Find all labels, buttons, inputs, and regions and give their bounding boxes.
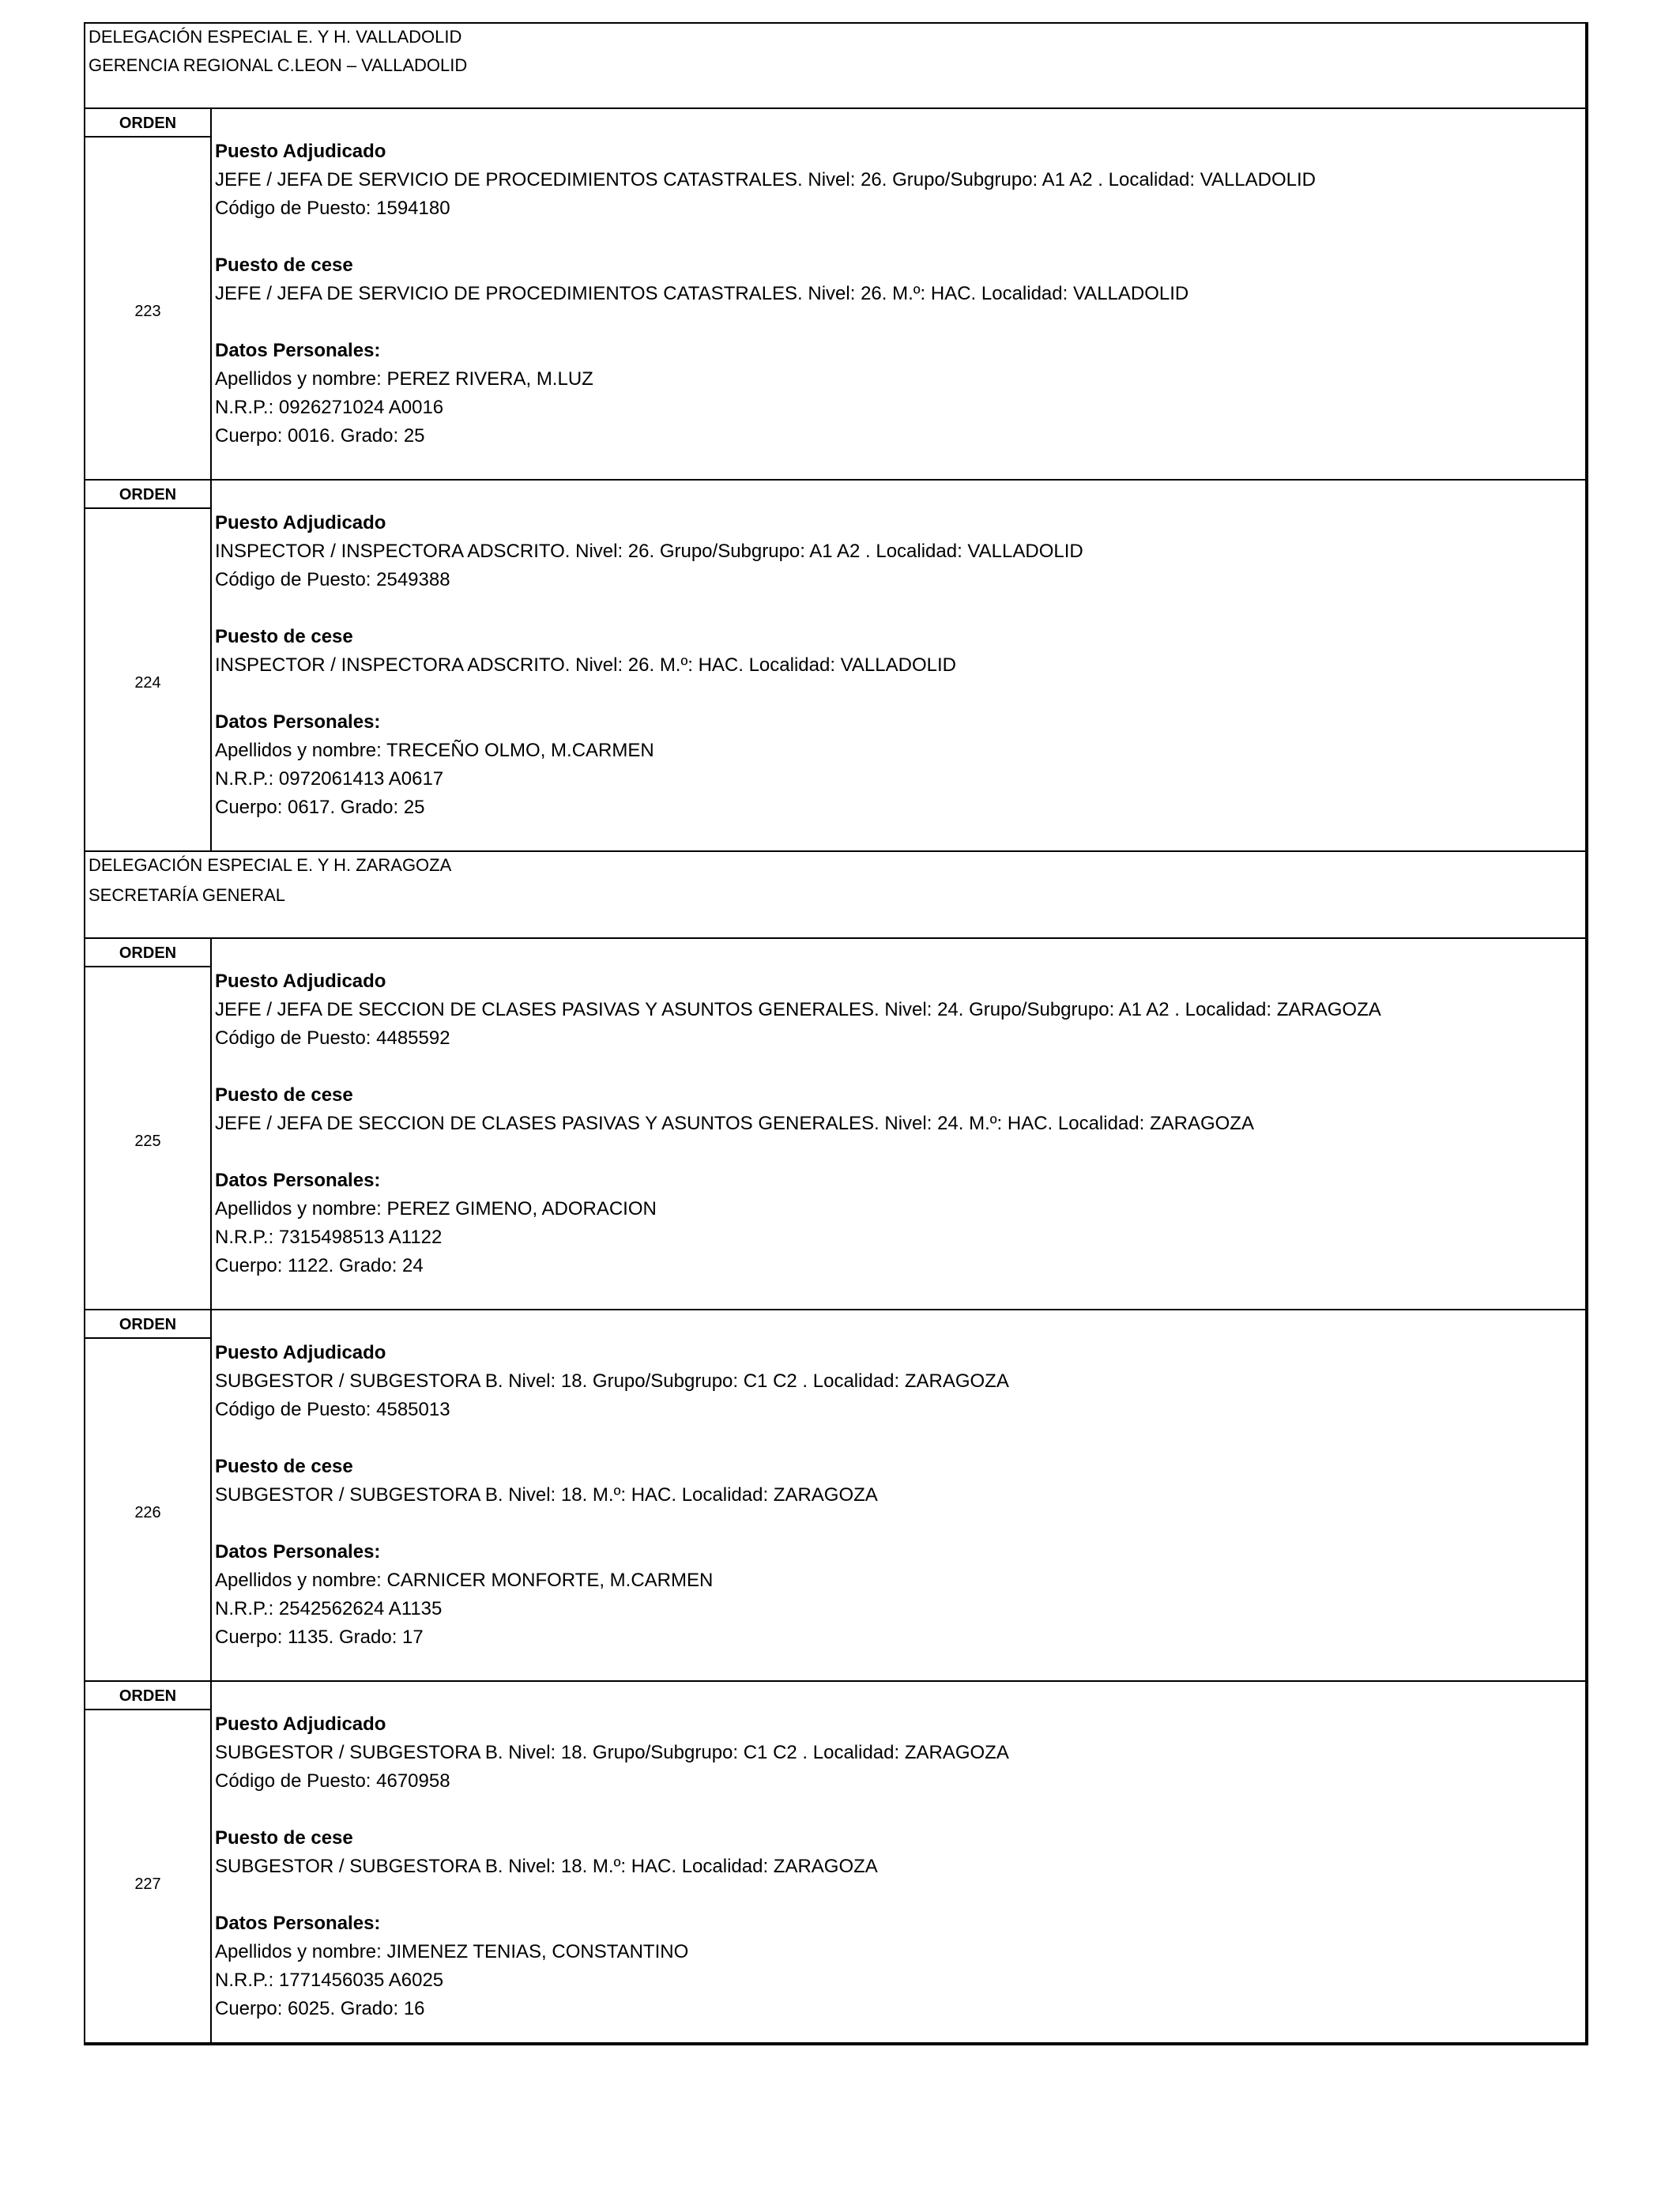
nombre: Apellidos y nombre: PEREZ RIVERA, M.LUZ [215,368,593,390]
adjudicado-description: INSPECTOR / INSPECTORA ADSCRITO. Nivel: 26. Grupo/Subgrupo: A1 A2 . Localidad: VALLADOLID [215,541,1083,562]
cuerpo-grado: Cuerpo: 6025. Grado: 16 [215,1998,425,2019]
nrp: N.R.P.: 7315498513 A1122 [215,1227,443,1248]
nrp: N.R.P.: 0926271024 A0016 [215,397,444,418]
entry-row [85,109,1585,481]
cuerpo-grado: Cuerpo: 0016. Grado: 25 [215,425,425,447]
entry-row [85,1310,1585,1682]
document-table [84,22,1588,2045]
orden-number: 223 [134,303,161,320]
codigo-puesto: Código de Puesto: 4670958 [215,1770,450,1792]
orden-number: 224 [134,674,161,692]
orden-label: ORDEN [85,481,210,509]
orden-column [85,481,212,850]
entry-content [215,138,1579,450]
nombre: Apellidos y nombre: JIMENEZ TENIAS, CONSTANTINO [215,1941,689,1962]
cese-title: Puesto de cese [215,254,353,276]
datos-title: Datos Personales: [215,1170,381,1191]
cese-title: Puesto de cese [215,1827,353,1849]
section-header-line-1: DELEGACIÓN ESPECIAL E. Y H. VALLADOLID [89,27,462,47]
nombre: Apellidos y nombre: TRECEÑO OLMO, M.CARMEN [215,740,654,761]
entry-content [215,509,1579,822]
entry-row [85,939,1585,1310]
adjudicado-title: Puesto Adjudicado [215,512,386,533]
adjudicado-description: SUBGESTOR / SUBGESTORA B. Nivel: 18. Grupo/Subgrupo: C1 C2 . Localidad: ZARAGOZA [215,1370,1009,1392]
entry-row [85,1682,1585,2042]
datos-title: Datos Personales: [215,711,381,733]
cuerpo-grado: Cuerpo: 1135. Grado: 17 [215,1627,424,1648]
nombre: Apellidos y nombre: PEREZ GIMENO, ADORACION [215,1198,657,1220]
adjudicado-description: JEFE / JEFA DE SERVICIO DE PROCEDIMIENTOS CATASTRALES. Nivel: 26. Grupo/Subgrupo: A1 A2 . Localidad: VALLADOLID [215,169,1316,190]
adjudicado-title: Puesto Adjudicado [215,141,386,162]
orden-column [85,1682,212,2042]
nrp: N.R.P.: 0972061413 A0617 [215,768,444,790]
cese-description: JEFE / JEFA DE SERVICIO DE PROCEDIMIENTOS CATASTRALES. Nivel: 26. M.º: HAC. Localidad: VALLADOLID [215,283,1189,304]
orden-label: ORDEN [85,1682,210,1710]
adjudicado-title: Puesto Adjudicado [215,971,386,992]
section-header-zaragoza [85,852,1585,939]
cese-title: Puesto de cese [215,626,353,647]
section-header-valladolid [85,24,1585,109]
codigo-puesto: Código de Puesto: 1594180 [215,198,450,219]
orden-column [85,939,212,1309]
entry-row [85,481,1585,852]
cese-description: SUBGESTOR / SUBGESTORA B. Nivel: 18. M.º: HAC. Localidad: ZARAGOZA [215,1856,878,1877]
cuerpo-grado: Cuerpo: 1122. Grado: 24 [215,1255,424,1276]
codigo-puesto: Código de Puesto: 4485592 [215,1027,450,1049]
cuerpo-grado: Cuerpo: 0617. Grado: 25 [215,797,425,818]
cese-title: Puesto de cese [215,1456,353,1477]
datos-title: Datos Personales: [215,1541,381,1563]
adjudicado-description: SUBGESTOR / SUBGESTORA B. Nivel: 18. Grupo/Subgrupo: C1 C2 . Localidad: ZARAGOZA [215,1742,1009,1763]
orden-column [85,1310,212,1680]
entry-content [215,1710,1579,2023]
section-header-line-2: GERENCIA REGIONAL C.LEON – VALLADOLID [89,55,468,75]
orden-number: 225 [134,1133,161,1150]
codigo-puesto: Código de Puesto: 4585013 [215,1399,450,1420]
section-header-line-2: SECRETARÍA GENERAL [89,885,285,905]
orden-label: ORDEN [85,109,210,138]
orden-number: 226 [134,1504,161,1521]
datos-title: Datos Personales: [215,340,381,361]
adjudicado-description: JEFE / JEFA DE SECCION DE CLASES PASIVAS Y ASUNTOS GENERALES. Nivel: 24. Grupo/Subgrupo: A1 A2 . Localidad: ZARAGOZA [215,999,1381,1020]
orden-column [85,109,212,479]
cese-title: Puesto de cese [215,1084,353,1106]
cese-description: INSPECTOR / INSPECTORA ADSCRITO. Nivel: 26. M.º: HAC. Localidad: VALLADOLID [215,654,956,676]
adjudicado-title: Puesto Adjudicado [215,1713,386,1735]
orden-label: ORDEN [85,939,210,967]
entry-content [215,967,1579,1280]
cese-description: SUBGESTOR / SUBGESTORA B. Nivel: 18. M.º: HAC. Localidad: ZARAGOZA [215,1484,878,1506]
orden-number: 227 [134,1875,161,1893]
cese-description: JEFE / JEFA DE SECCION DE CLASES PASIVAS Y ASUNTOS GENERALES. Nivel: 24. M.º: HAC. Localidad: ZARAGOZA [215,1113,1254,1134]
entry-content [215,1339,1579,1652]
orden-label: ORDEN [85,1310,210,1339]
nrp: N.R.P.: 1771456035 A6025 [215,1970,444,1991]
nrp: N.R.P.: 2542562624 A1135 [215,1598,443,1619]
section-header-line-1: DELEGACIÓN ESPECIAL E. Y H. ZARAGOZA [89,855,452,875]
nombre: Apellidos y nombre: CARNICER MONFORTE, M.CARMEN [215,1570,714,1591]
datos-title: Datos Personales: [215,1913,381,1934]
adjudicado-title: Puesto Adjudicado [215,1342,386,1363]
codigo-puesto: Código de Puesto: 2549388 [215,569,450,590]
